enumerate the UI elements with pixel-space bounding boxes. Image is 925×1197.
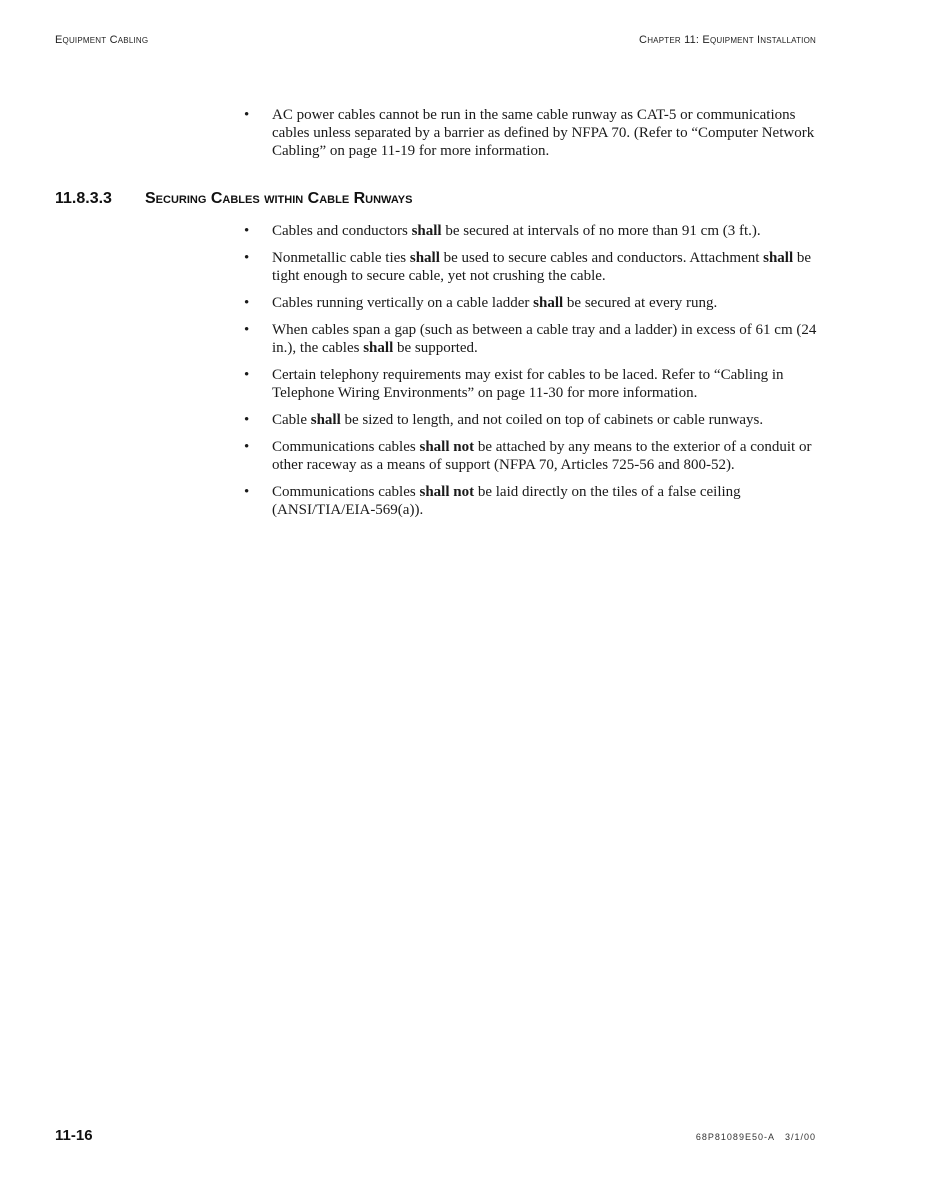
emphasis-text: shall — [310, 412, 341, 428]
requirements-bullet-list — [244, 222, 824, 528]
document-number: 68P81089E50-A — [695, 1132, 775, 1142]
body-text: Cable — [272, 412, 311, 428]
body-text: be tight enough to secure cable, yet not crushing the cable. — [272, 250, 812, 284]
body-text: Communications cables — [272, 484, 420, 500]
body-text: Communications cables — [272, 439, 420, 455]
body-text: be secured at every rung. — [563, 295, 718, 311]
list-item — [244, 222, 824, 240]
emphasis-text: shall — [763, 250, 794, 266]
emphasis-text: shall — [409, 250, 440, 266]
document-date: 3/1/00 — [784, 1132, 816, 1142]
body-text: Cables and conductors — [272, 223, 412, 239]
body-text: Certain telephony requirements may exist for cables to be laced. Refer to “Cabling in Telephone Wiring Environments” on page 11-30 for more information. — [272, 367, 784, 401]
emphasis-text: shall — [533, 295, 564, 311]
body-text: be secured at intervals of no more than 91 cm (3 ft.). — [441, 223, 761, 239]
list-item — [244, 106, 824, 160]
emphasis-text: shall not — [419, 439, 475, 455]
page-number: 11-16 — [55, 1127, 93, 1144]
list-item — [244, 438, 824, 474]
section-heading — [55, 190, 412, 208]
body-text: Cables running vertically on a cable ladder — [272, 295, 534, 311]
body-text: be attached by any means to the exterior of a conduit or other raceway as a means of support (NFPA 70, Articles 725-56 and 800-52). — [272, 439, 812, 473]
list-item — [244, 294, 824, 312]
emphasis-text: shall — [411, 223, 442, 239]
running-header-right: Chapter 11: Equipment Installation — [639, 34, 816, 46]
emphasis-text: shall — [363, 340, 394, 356]
running-header-left: Equipment Cabling — [55, 34, 149, 46]
body-text: be used to secure cables and conductors. Attachment — [439, 250, 764, 266]
intro-bullet-list — [244, 106, 824, 169]
document-id — [696, 1132, 816, 1142]
list-item — [244, 483, 824, 519]
body-text: AC power cables cannot be run in the same cable runway as CAT-5 or communications cables unless separated by a barrier as defined by NFPA 70. (Refer to “Computer Network Cabling” on page 11-19 for more information. — [272, 107, 815, 159]
list-item — [244, 249, 824, 285]
body-text: When cables span a gap (such as between a cable tray and a ladder) in excess of 61 cm (24 in.), the cables — [272, 322, 817, 356]
list-item — [244, 366, 824, 402]
body-text: Nonmetallic cable ties — [272, 250, 410, 266]
body-text: be laid directly on the tiles of a false ceiling (ANSI/TIA/EIA-569(a)). — [272, 484, 741, 518]
list-item — [244, 411, 824, 429]
list-item — [244, 321, 824, 357]
emphasis-text: shall not — [419, 484, 475, 500]
body-text: be sized to length, and not coiled on top of cabinets or cable runways. — [340, 412, 764, 428]
section-title: Securing Cables within Cable Runways — [145, 190, 413, 207]
body-text: be supported. — [393, 340, 478, 356]
section-number: 11.8.3.3 — [55, 190, 112, 207]
